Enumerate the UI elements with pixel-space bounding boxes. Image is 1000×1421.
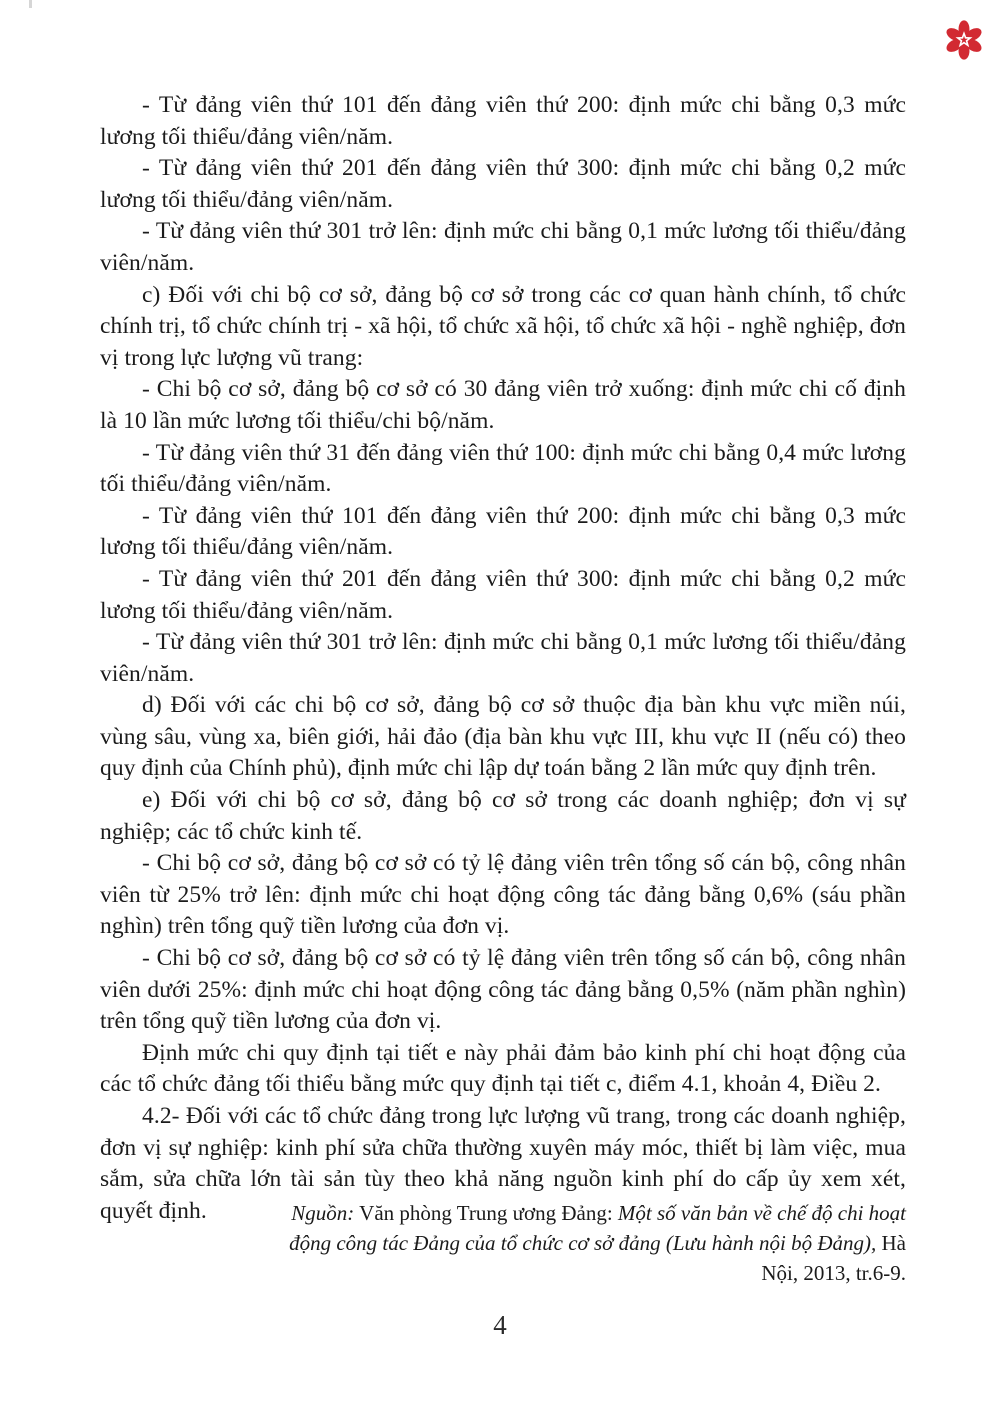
body-paragraph: - Từ đảng viên thứ 301 trở lên: định mức chi bằng 0,1 mức lương tối thiểu/đảng viên/năm. bbox=[100, 629, 906, 687]
body-paragraph: - Từ đảng viên thứ 31 đến đảng viên thứ 100: định mức chi bằng 0,4 mức lương tối thiểu/đảng viên/năm. bbox=[100, 439, 906, 498]
body-paragraph: d) Đối với các chi bộ cơ sở, đảng bộ cơ sở thuộc địa bàn khu vực miền núi, vùng sâu, vùng xa, biên giới, hải đảo (địa bàn khu vực III, khu vực II (nếu có) theo quy định của Chính phủ), định mức chi lập dự toán bằng 2 lần mức quy định trên. bbox=[100, 692, 906, 782]
body-paragraph: - Từ đảng viên thứ 201 đến đảng viên thứ 300: định mức chi bằng 0,2 mức lương tối thiểu/đảng viên/năm. bbox=[100, 565, 906, 624]
body-paragraph: - Chi bộ cơ sở, đảng bộ cơ sở có tỷ lệ đảng viên trên tổng số cán bộ, công nhân viên từ 25% trở lên: định mức chi hoạt động công tác đảng bằng 0,6% (sáu phần nghìn) trên tổng quỹ tiền lương của đơn vị. bbox=[100, 850, 906, 940]
body-paragraph: Định mức chi quy định tại tiết e này phải đảm bảo kinh phí chi hoạt động của các tổ chức đảng tối thiểu bằng mức quy định tại tiết c, điểm 4.1, khoản 4, Điều 2. bbox=[100, 1039, 906, 1098]
body-paragraph: - Từ đảng viên thứ 101 đến đảng viên thứ 200: định mức chi bằng 0,3 mức lương tối thiểu/đảng viên/năm. bbox=[100, 92, 906, 150]
source-citation bbox=[286, 1198, 906, 1288]
body-paragraph: - Từ đảng viên thứ 301 trở lên: định mức chi bằng 0,1 mức lương tối thiểu/đảng viên/năm. bbox=[100, 218, 906, 276]
source-label: Nguồn: bbox=[291, 1201, 355, 1225]
body-paragraph: 4.2- Đối với các tổ chức đảng trong lực lượng vũ trang, trong các doanh nghiệp, đơn vị sự nghiệp: kinh phí sửa chữa thường xuyên máy móc, thiết bị làm việc, mua sắm, sửa chữa lớn tài sản tùy theo khả năng nguồn kinh phí do cấp ủy xem xét, quyết định. bbox=[100, 1103, 906, 1224]
body-paragraph: - Chi bộ cơ sở, đảng bộ cơ sở có 30 đảng viên trở xuống: định mức chi cố định là 10 lần mức lương tối thiểu/chi bộ/năm. bbox=[100, 376, 906, 434]
body-paragraph: - Từ đảng viên thứ 201 đến đảng viên thứ 300: định mức chi bằng 0,2 mức lương tối thiểu/đảng viên/năm. bbox=[100, 155, 906, 213]
source-title: Một số văn bản về chế độ chi hoạt động công tác Đảng của tổ chức cơ sở đảng (Lưu hành nội bộ Đảng), bbox=[289, 1201, 906, 1255]
body-paragraph: e) Đối với chi bộ cơ sở, đảng bộ cơ sở trong các doanh nghiệp; đơn vị sự nghiệp; các tổ chức kinh tế. bbox=[100, 787, 906, 845]
body-paragraph: - Từ đảng viên thứ 101 đến đảng viên thứ 200: định mức chi bằng 0,3 mức lương tối thiểu/đảng viên/năm. bbox=[100, 502, 906, 561]
body-paragraph: c) Đối với chi bộ cơ sở, đảng bộ cơ sở trong các cơ quan hành chính, tổ chức chính trị, tổ chức chính trị - xã hội, tổ chức xã hội, tổ chức xã hội - nghề nghiệp, đơn vị trong lực lượng vũ trang: bbox=[100, 281, 906, 371]
document-body bbox=[100, 90, 906, 1227]
source-publisher: Văn phòng Trung ương Đảng: bbox=[354, 1201, 618, 1225]
source-detail: Hà Nội, 2013, tr.6-9. bbox=[761, 1231, 906, 1285]
red-flower-asterisk-icon bbox=[943, 19, 985, 61]
page-number: 4 bbox=[493, 1310, 507, 1340]
scan-artifact bbox=[29, 0, 32, 8]
body-paragraph: - Chi bộ cơ sở, đảng bộ cơ sở có tỷ lệ đảng viên trên tổng số cán bộ, công nhân viên dưới 25%: định mức chi hoạt động công tác đảng bằng 0,5% (năm phần nghìn) trên tổng quỹ tiền lương của đơn vị. bbox=[100, 945, 906, 1035]
